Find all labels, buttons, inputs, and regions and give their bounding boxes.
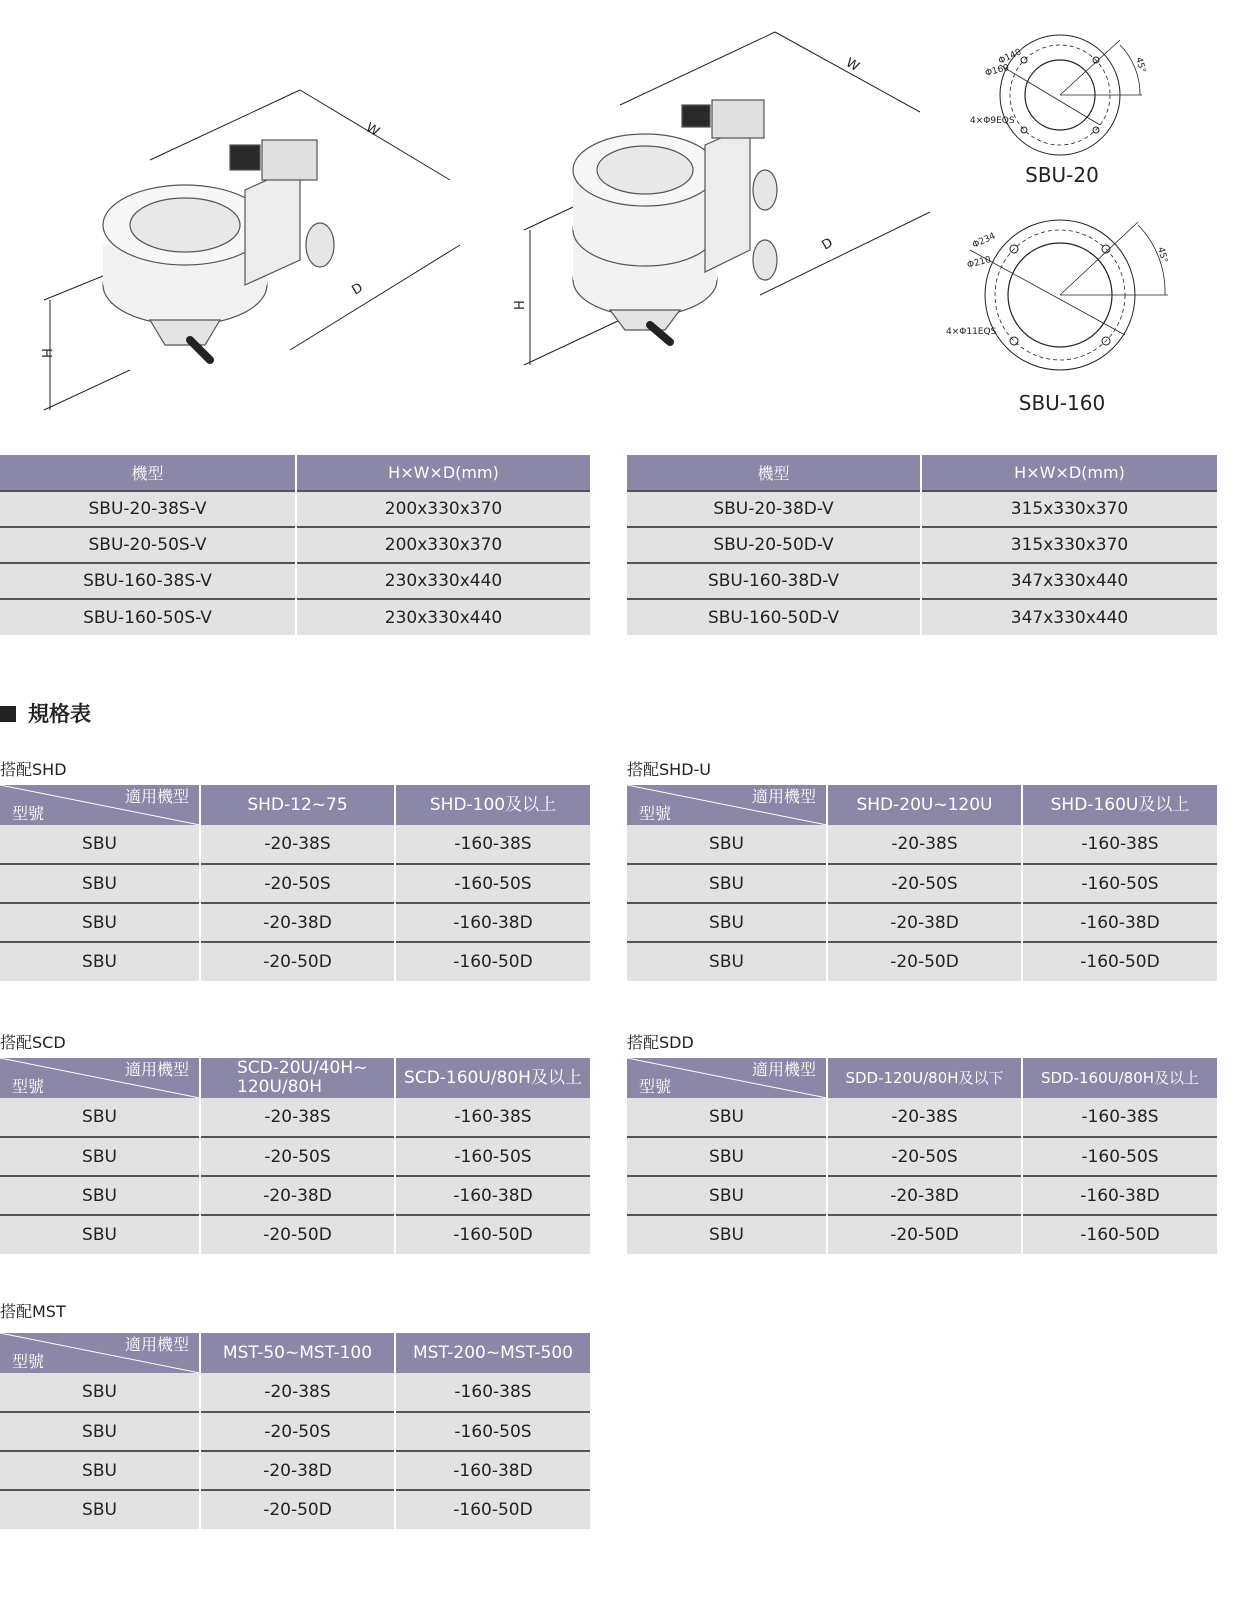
table-row [0,942,590,981]
corner-header [627,785,827,825]
corner-bottom-label: 型號 [639,804,672,823]
dim-d-label: D [349,280,366,299]
model-cell: -160-50S [395,864,590,903]
dimension-cell: 200x330x370 [296,491,590,527]
model-cell: SBU-20-38S-V [0,491,296,527]
flange-sbu20-title: SBU-20 [1025,163,1099,187]
dimension-cell: 315x330x370 [921,491,1217,527]
model-cell: -20-50D [200,942,395,981]
flange20-angle: 45° [1133,56,1147,75]
table-row [0,1490,590,1529]
dim-w-label-2: W [843,55,862,75]
flange-sbu20-drawing [960,30,1160,160]
table-row [0,903,590,942]
dimension-table-double [627,455,1217,635]
model-cell: SBU-20-38D-V [627,491,921,527]
spec-label-shd: 搭配SHD [0,760,67,779]
corner-bottom-label: 型號 [12,1077,45,1096]
section-title-text: 規格表 [28,702,91,726]
dim-d-label-2: D [819,235,836,254]
series-cell: SBU [627,903,827,942]
table-row [627,1137,1217,1176]
dim-h-label: H [41,348,56,358]
table-row [0,864,590,903]
table-header-row [0,455,590,491]
dimension-cell: 315x330x370 [921,527,1217,563]
model-cell: -160-38S [1022,825,1217,864]
spec-label-mst: 搭配MST [0,1302,66,1321]
column-header: 機型 [0,455,296,491]
table-header-row [0,785,590,825]
model-cell: -160-50D [395,942,590,981]
corner-bottom-label: 型號 [12,1352,45,1371]
dimension-cell: 230x330x440 [296,599,590,635]
table-row [627,491,1217,527]
model-cell: SBU-160-38S-V [0,563,296,599]
model-cell: SBU-20-50D-V [627,527,921,563]
double-valve-drawing [510,20,950,400]
model-cell: -160-38D [395,1451,590,1490]
spec-table-sdd [627,1058,1217,1254]
table-row [627,825,1217,864]
model-cell: SBU-20-50S-V [0,527,296,563]
series-cell: SBU [0,1490,200,1529]
flange20-phi-outer: Φ140 [997,47,1024,67]
flange20-holes: 4×Φ9EQS [970,116,1015,126]
model-cell: -160-38D [1022,1176,1217,1215]
model-cell: -20-50S [200,1137,395,1176]
series-cell: SBU [627,1137,827,1176]
square-bullet-icon [0,706,16,722]
table-row [0,1098,590,1137]
table-header-row [627,455,1217,491]
column-header: SCD-160U/80H及以上 [395,1058,590,1098]
spec-label-scd: 搭配SCD [0,1033,66,1052]
model-cell: -20-38S [827,825,1022,864]
model-cell: -20-50D [200,1215,395,1254]
model-cell: -20-50D [827,1215,1022,1254]
spec-label-shd-u: 搭配SHD-U [627,760,711,779]
table-header-row [627,1058,1217,1098]
model-cell: -20-50S [827,864,1022,903]
model-cell: -20-38D [827,903,1022,942]
table-row [627,903,1217,942]
series-cell: SBU [0,1373,200,1412]
column-header: H×W×D(mm) [296,455,590,491]
series-cell: SBU [627,825,827,864]
column-header: SHD-12~75 [200,785,395,825]
model-cell: -160-50S [395,1137,590,1176]
table-header-row [0,1058,590,1098]
model-cell: -160-38D [395,903,590,942]
table-row [0,527,590,563]
model-cell: -160-50S [1022,864,1217,903]
model-cell: -160-50S [395,1412,590,1451]
model-cell: -20-38S [200,1098,395,1137]
table-row [0,1412,590,1451]
table-row [627,942,1217,981]
series-cell: SBU [627,1215,827,1254]
column-header: MST-50~MST-100 [200,1333,395,1373]
model-cell: -20-38D [200,1451,395,1490]
series-cell: SBU [627,1098,827,1137]
table-row [0,491,590,527]
series-cell: SBU [0,1137,200,1176]
corner-top-label: 適用機型 [124,787,189,806]
model-cell: -20-38D [200,903,395,942]
corner-top-label: 適用機型 [124,1060,189,1079]
model-cell: -20-50D [200,1490,395,1529]
series-cell: SBU [627,942,827,981]
model-cell: -20-38S [200,825,395,864]
model-cell: SBU-160-50D-V [627,599,921,635]
model-cell: -160-38S [395,1098,590,1137]
column-header: SHD-160U及以上 [1022,785,1217,825]
table-row [0,563,590,599]
corner-header [0,785,200,825]
table-row [627,527,1217,563]
model-cell: SBU-160-50S-V [0,599,296,635]
model-cell: -160-50D [1022,942,1217,981]
column-header: 機型 [627,455,921,491]
model-cell: -160-50S [1022,1137,1217,1176]
dimension-cell: 347x330x440 [921,563,1217,599]
table-row [0,1215,590,1254]
model-cell: -160-38S [395,1373,590,1412]
series-cell: SBU [0,1098,200,1137]
series-cell: SBU [0,1215,200,1254]
model-cell: -20-50S [200,1412,395,1451]
model-cell: -160-50D [395,1215,590,1254]
flange160-phi-inner: Φ210 [966,254,993,271]
corner-top-label: 適用機型 [751,787,816,806]
model-cell: -20-38D [827,1176,1022,1215]
series-cell: SBU [0,942,200,981]
section-title [0,698,91,728]
table-row [627,599,1217,635]
table-row [0,1451,590,1490]
model-cell: -20-38D [200,1176,395,1215]
flange160-holes: 4×Φ11EQS [946,327,997,337]
dimension-cell: 200x330x370 [296,527,590,563]
table-row [0,1373,590,1412]
corner-bottom-label: 型號 [639,1077,672,1096]
model-cell: -20-38S [200,1373,395,1412]
spec-table-shd-u [627,785,1217,981]
series-cell: SBU [627,864,827,903]
series-cell: SBU [0,825,200,864]
model-cell: SBU-160-38D-V [627,563,921,599]
model-cell: -160-38S [395,825,590,864]
model-cell: -20-50D [827,942,1022,981]
model-cell: -160-50D [1022,1215,1217,1254]
table-row [0,599,590,635]
column-header: H×W×D(mm) [921,455,1217,491]
corner-header [0,1333,200,1373]
column-header: SCD-20U/40H~ 120U/80H [200,1058,395,1098]
corner-top-label: 適用機型 [124,1335,189,1354]
dimension-cell: 230x330x440 [296,563,590,599]
column-header: SHD-100及以上 [395,785,590,825]
spec-table-shd [0,785,590,981]
spec-table-scd [0,1058,590,1254]
corner-header [627,1058,827,1098]
flange-sbu160-title: SBU-160 [1018,391,1106,415]
model-cell: -160-38D [395,1176,590,1215]
table-row [627,1215,1217,1254]
model-cell: -160-50D [395,1490,590,1529]
dim-h-label-2: H [513,300,528,310]
table-row [0,1176,590,1215]
model-cell: -20-50S [200,864,395,903]
table-header-row [627,785,1217,825]
flange20-phi-inner: Φ160 [984,62,1011,79]
dimension-table-single [0,455,590,635]
spec-table-mst [0,1333,590,1529]
series-cell: SBU [627,1176,827,1215]
table-row [0,1137,590,1176]
corner-top-label: 適用機型 [751,1060,816,1079]
table-row [627,1176,1217,1215]
dim-w-label: W [363,120,382,140]
model-cell: -160-38D [1022,903,1217,942]
spec-label-sdd: 搭配SDD [627,1033,694,1052]
column-header: SHD-20U~120U [827,785,1022,825]
series-cell: SBU [0,1451,200,1490]
series-cell: SBU [0,1412,200,1451]
dimension-cell: 347x330x440 [921,599,1217,635]
column-header: SDD-120U/80H及以下 [827,1058,1022,1098]
flange-sbu160-drawing [940,210,1180,390]
model-cell: -160-38S [1022,1098,1217,1137]
series-cell: SBU [0,1176,200,1215]
table-row [627,563,1217,599]
single-valve-drawing [30,80,470,420]
corner-header [0,1058,200,1098]
series-cell: SBU [0,864,200,903]
table-row [627,864,1217,903]
series-cell: SBU [0,903,200,942]
table-row [0,825,590,864]
column-header: SDD-160U/80H及以上 [1022,1058,1217,1098]
model-cell: -20-50S [827,1137,1022,1176]
corner-bottom-label: 型號 [12,804,45,823]
table-row [627,1098,1217,1137]
table-header-row [0,1333,590,1373]
model-cell: -20-38S [827,1098,1022,1137]
flange160-angle: 45° [1155,246,1169,265]
flange160-phi-outer: Φ234 [971,231,998,251]
column-header: MST-200~MST-500 [395,1333,590,1373]
